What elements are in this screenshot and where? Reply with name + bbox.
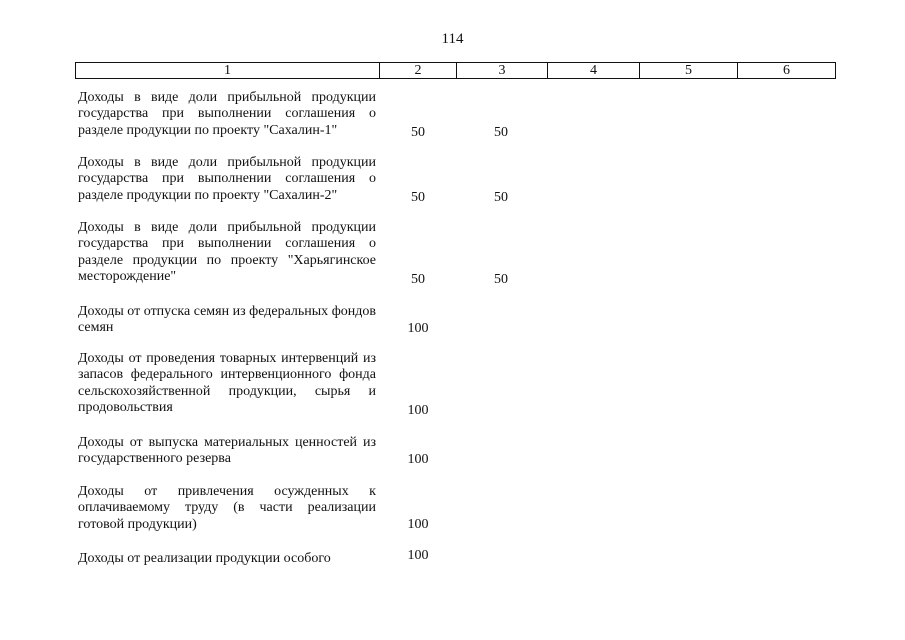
row-value-col3: 50 bbox=[494, 272, 508, 287]
row-description: Доходы от привлечения осужденных к оплачиваемому труду (в части реализации готовой продукции) bbox=[78, 484, 376, 532]
row-description: Доходы в виде доли прибыльной продукции государства при выполнении соглашения о разделе продукции по проекту "Сахалин-1" bbox=[78, 90, 376, 138]
row-description: Доходы от реализации продукции особого bbox=[78, 551, 331, 566]
column-header-6: 6 bbox=[783, 63, 790, 78]
row-description: Доходы в виде доли прибыльной продукции государства при выполнении соглашения о разделе продукции по проекту "Харьягинское месторождение" bbox=[78, 220, 376, 285]
row-value-col2: 100 bbox=[407, 403, 429, 418]
row-description: Доходы от проведения товарных интервенций из запасов федерального интервенционного фонда сельскохозяйственной продукции, сырья и продовольствия bbox=[78, 351, 376, 416]
page-number: 114 bbox=[441, 31, 464, 47]
column-header-4: 4 bbox=[548, 63, 640, 78]
row-value-col3: 50 bbox=[494, 125, 508, 140]
column-header-2: 2 bbox=[380, 63, 457, 78]
row-value-col2: 50 bbox=[411, 272, 425, 287]
row-description: Доходы от отпуска семян из федеральных фондов семян bbox=[78, 304, 376, 336]
row-value-col2: 100 bbox=[407, 321, 429, 336]
row-description: Доходы от выпуска материальных ценностей из государственного резерва bbox=[78, 435, 376, 467]
row-value-col2: 100 bbox=[407, 517, 429, 532]
column-header-3: 3 bbox=[457, 63, 548, 78]
column-header-row bbox=[75, 62, 836, 79]
column-header-1: 1 bbox=[76, 63, 380, 78]
row-value-col2: 100 bbox=[407, 452, 429, 467]
row-value-col2: 50 bbox=[411, 125, 425, 140]
row-value-col2: 100 bbox=[407, 548, 429, 563]
column-header-5: 5 bbox=[640, 63, 738, 78]
row-value-col2: 50 bbox=[411, 190, 425, 205]
row-value-col3: 50 bbox=[494, 190, 508, 205]
row-description: Доходы в виде доли прибыльной продукции государства при выполнении соглашения о разделе продукции по проекту "Сахалин-2" bbox=[78, 155, 376, 203]
